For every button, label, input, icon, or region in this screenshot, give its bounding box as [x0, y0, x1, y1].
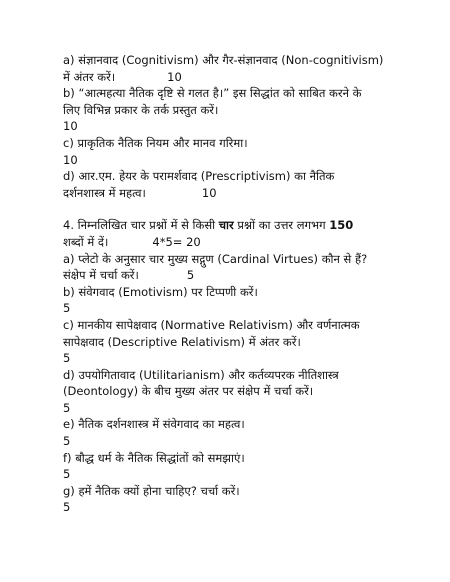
section-4-intro-line1 [63, 217, 403, 234]
question-a-text-line2-row [63, 69, 403, 86]
section-4-question-a [63, 251, 403, 284]
question-a-text-line2: में अंतर करें। [63, 69, 116, 84]
section-4-question-c-marks: 5 [63, 351, 71, 366]
section-4-question-d-marks: 5 [63, 400, 71, 415]
section-4-question-f-line1: f) बौद्ध धर्म के नैतिक सिद्धांतों को समझाएं। [63, 450, 245, 465]
question-b-text-line2: लिए विभिन्न प्रकार के तर्क प्रस्तुत करें। [63, 102, 219, 117]
question-d-text-line2-row [63, 185, 403, 202]
question-a-text-line1: a) संज्ञानवाद (Cognitivism) और गैर-संज्ञानवाद (Non-cognitivism) [63, 53, 384, 67]
question-d-text-line1: d) आर.एम. हेयर के परामर्शवाद (Prescriptivism) का नैतिक [63, 169, 335, 184]
section-4-intro-line2: शब्दों में दें। [63, 234, 109, 249]
question-d [63, 168, 403, 201]
question-c-text-line1: c) प्राकृतिक नैतिक नियम और मानव गरिमा। [63, 135, 248, 150]
question-d-marks: 10 [201, 185, 217, 200]
section-4-intro-bold-word: चार [218, 218, 234, 233]
section-4-question-d [63, 367, 403, 417]
question-a [63, 52, 403, 85]
question-paper-page [63, 52, 403, 516]
section-4-question-g-marks: 5 [63, 500, 71, 515]
question-c-marks: 10 [63, 152, 78, 167]
question-b-marks: 10 [63, 119, 78, 134]
section-4-question-c-line2: सापेक्षवाद (Descriptive Relativism) में अंतर करें। [63, 334, 301, 349]
section-4-question-f-marks: 5 [63, 467, 71, 482]
section-4-question-g [63, 483, 403, 516]
section-4-question-e [63, 416, 403, 449]
section-4-question-e-marks: 5 [63, 434, 71, 449]
section-spacer [63, 201, 403, 217]
section-4-question-a-line2: संक्षेप में चर्चा करें। [63, 268, 139, 283]
section-4-question-g-line1: g) हमें नैतिक क्यों होना चाहिए? चर्चा करें। [63, 483, 240, 498]
question-c [63, 135, 403, 168]
section-4-question-c-line1: c) मानकीय सापेक्षवाद (Normative Relativism) और वर्णनात्मक [63, 317, 360, 332]
section-4-intro-bold-count: 150 [329, 218, 354, 233]
section-4-total-marks: 4*5= 20 [152, 234, 201, 249]
section-4-question-f [63, 450, 403, 483]
section-4-intro-mid: प्रश्नों का उत्तर लगभग [233, 218, 330, 233]
section-4-intro-pre: 4. निम्नलिखित चार प्रश्नों में से किसी [63, 218, 219, 233]
section-4-question-c [63, 317, 403, 367]
question-d-text-line2: दर्शनशास्त्र में महत्व। [63, 185, 146, 200]
section-4-question-b-line1: b) संवेगवाद (Emotivism) पर टिप्पणी करें। [63, 284, 258, 299]
section-4-question-d-line2: (Deontology) के बीच मुख्य अंतर पर संक्षेप में चर्चा करें। [63, 384, 314, 399]
question-b [63, 85, 403, 135]
section-4-question-e-line1: e) नैतिक दर्शनशास्त्र में संवेगवाद का महत्व। [63, 417, 245, 432]
section-4-question-a-line2-row [63, 267, 403, 284]
question-a-marks: 10 [167, 69, 182, 84]
section-4 [63, 217, 403, 516]
section-4-question-a-line1: a) प्लेटो के अनुसार चार मुख्य सद्गुण (Cardinal Virtues) कौन से हैं? [63, 251, 368, 266]
section-4-question-a-marks: 5 [186, 268, 195, 283]
section-4-question-b [63, 284, 403, 317]
section-4-question-d-line1: d) उपयोगितावाद (Utilitarianism) और कर्तव्यपरक नीतिशास्त्र [63, 367, 339, 382]
section-4-question-b-marks: 5 [63, 301, 71, 316]
question-b-text-line1: b) “आत्महत्या नैतिक दृष्टि से गलत है।” इस सिद्धांत को साबित करने के [63, 86, 362, 101]
section-4-intro-line2-row [63, 234, 403, 251]
